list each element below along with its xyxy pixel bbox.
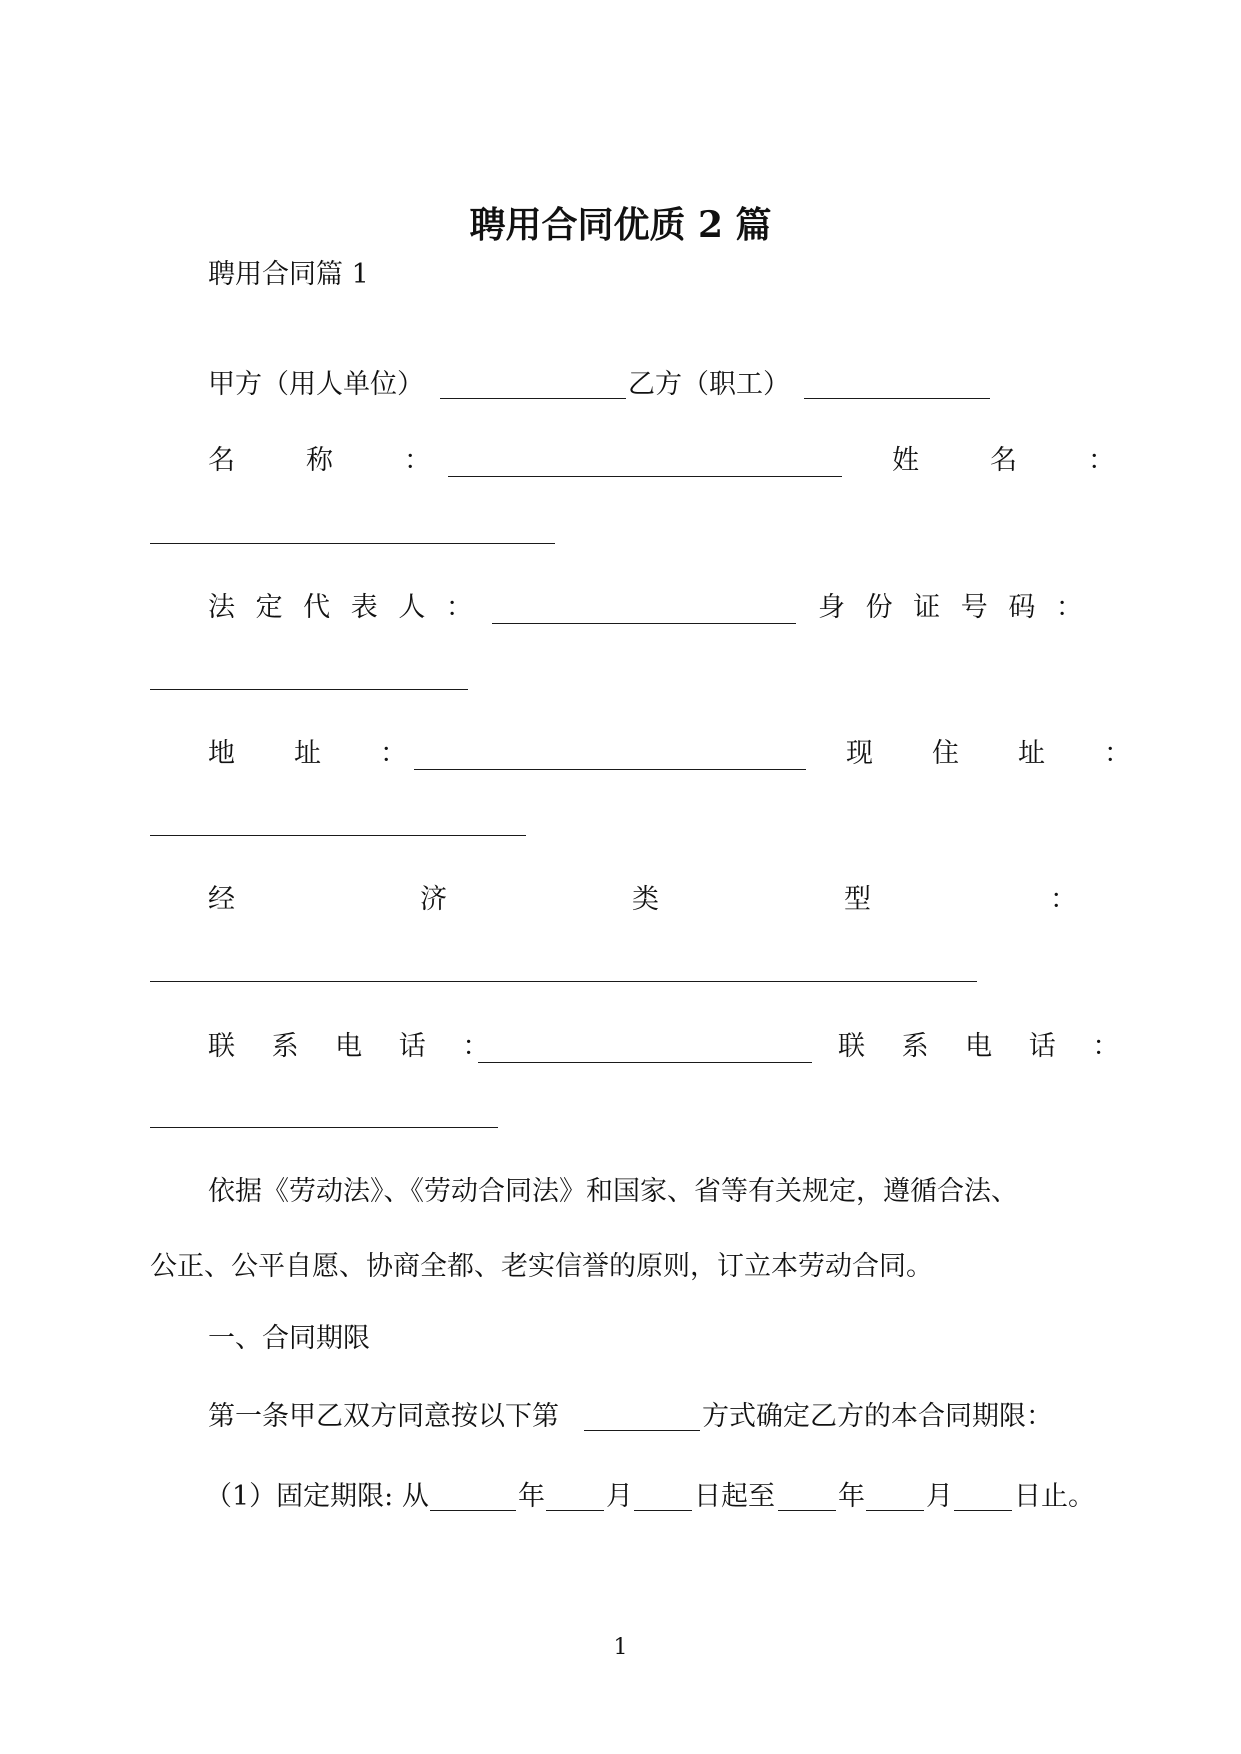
economic-type-char-3: 类	[632, 884, 659, 915]
economic-type-char-2: 济	[420, 884, 447, 915]
end-month-blank	[866, 1510, 924, 1511]
document-title: 聘用合同优质 2 篇	[469, 204, 772, 246]
start-year-blank	[430, 1510, 516, 1511]
start-month-label: 月	[606, 1481, 633, 1512]
current-address-blank	[150, 835, 526, 836]
phone-b-label: 联 系 电 话 ：	[838, 1031, 1134, 1062]
chapter-heading: 一、合同期限	[208, 1323, 370, 1354]
phone-b-blank	[150, 1127, 498, 1128]
phone-a-label: 联 系 电 话 ：	[208, 1031, 504, 1062]
name-blank	[448, 476, 842, 477]
name-label: 名 称 ：	[208, 445, 453, 476]
end-year-blank	[778, 1510, 836, 1511]
party-a-blank	[440, 398, 626, 399]
article-1-text-after: 方式确定乙方的本合同期限：	[702, 1401, 1053, 1432]
section-heading: 聘用合同篇 1	[208, 259, 369, 290]
article-1-text-before: 第一条甲乙双方同意按以下第	[208, 1401, 559, 1432]
end-month-label: 月	[926, 1481, 953, 1512]
party-b-blank	[804, 398, 990, 399]
current-address-label: 现 住 址 ：	[846, 738, 1147, 769]
start-year-label: 年	[518, 1481, 545, 1512]
intro-paragraph-line-2: 公正、公平自愿、协商全都、老实信誉的原则，订立本劳动合同。	[150, 1251, 933, 1282]
party-a-label: 甲方（用人单位）	[208, 369, 424, 400]
end-day-blank	[954, 1510, 1012, 1511]
economic-type-char-1: 经	[208, 884, 235, 915]
person-name-label: 姓 名 ：	[892, 445, 1137, 476]
start-month-blank	[546, 1510, 604, 1511]
legal-rep-blank	[492, 623, 796, 624]
start-day-blank	[634, 1510, 692, 1511]
article-1-method-blank	[584, 1430, 700, 1431]
address-label: 地 址 ：	[208, 738, 423, 769]
phone-a-blank	[478, 1062, 812, 1063]
economic-type-char-4: 型	[844, 884, 871, 915]
id-number-blank	[150, 689, 468, 690]
end-day-label: 日止。	[1014, 1481, 1095, 1512]
legal-rep-label: 法 定 代 表 人 ：	[208, 592, 479, 623]
start-day-label: 日起至	[694, 1481, 775, 1512]
fixed-term-prefix: （1）固定期限: 从	[205, 1481, 429, 1512]
economic-type-char-5: ：	[1050, 884, 1077, 915]
id-number-label: 身 份 证 号 码 ：	[818, 592, 1089, 623]
person-name-blank	[150, 543, 555, 544]
page-number: 1	[613, 1635, 628, 1660]
end-year-label: 年	[838, 1481, 865, 1512]
intro-paragraph-line-1: 依据《劳动法》、《劳动合同法》和国家、省等有关规定，遵循合法、	[208, 1176, 1018, 1207]
address-blank	[414, 769, 806, 770]
party-b-label: 乙方（职工）	[628, 369, 790, 400]
economic-type-blank	[150, 981, 977, 982]
